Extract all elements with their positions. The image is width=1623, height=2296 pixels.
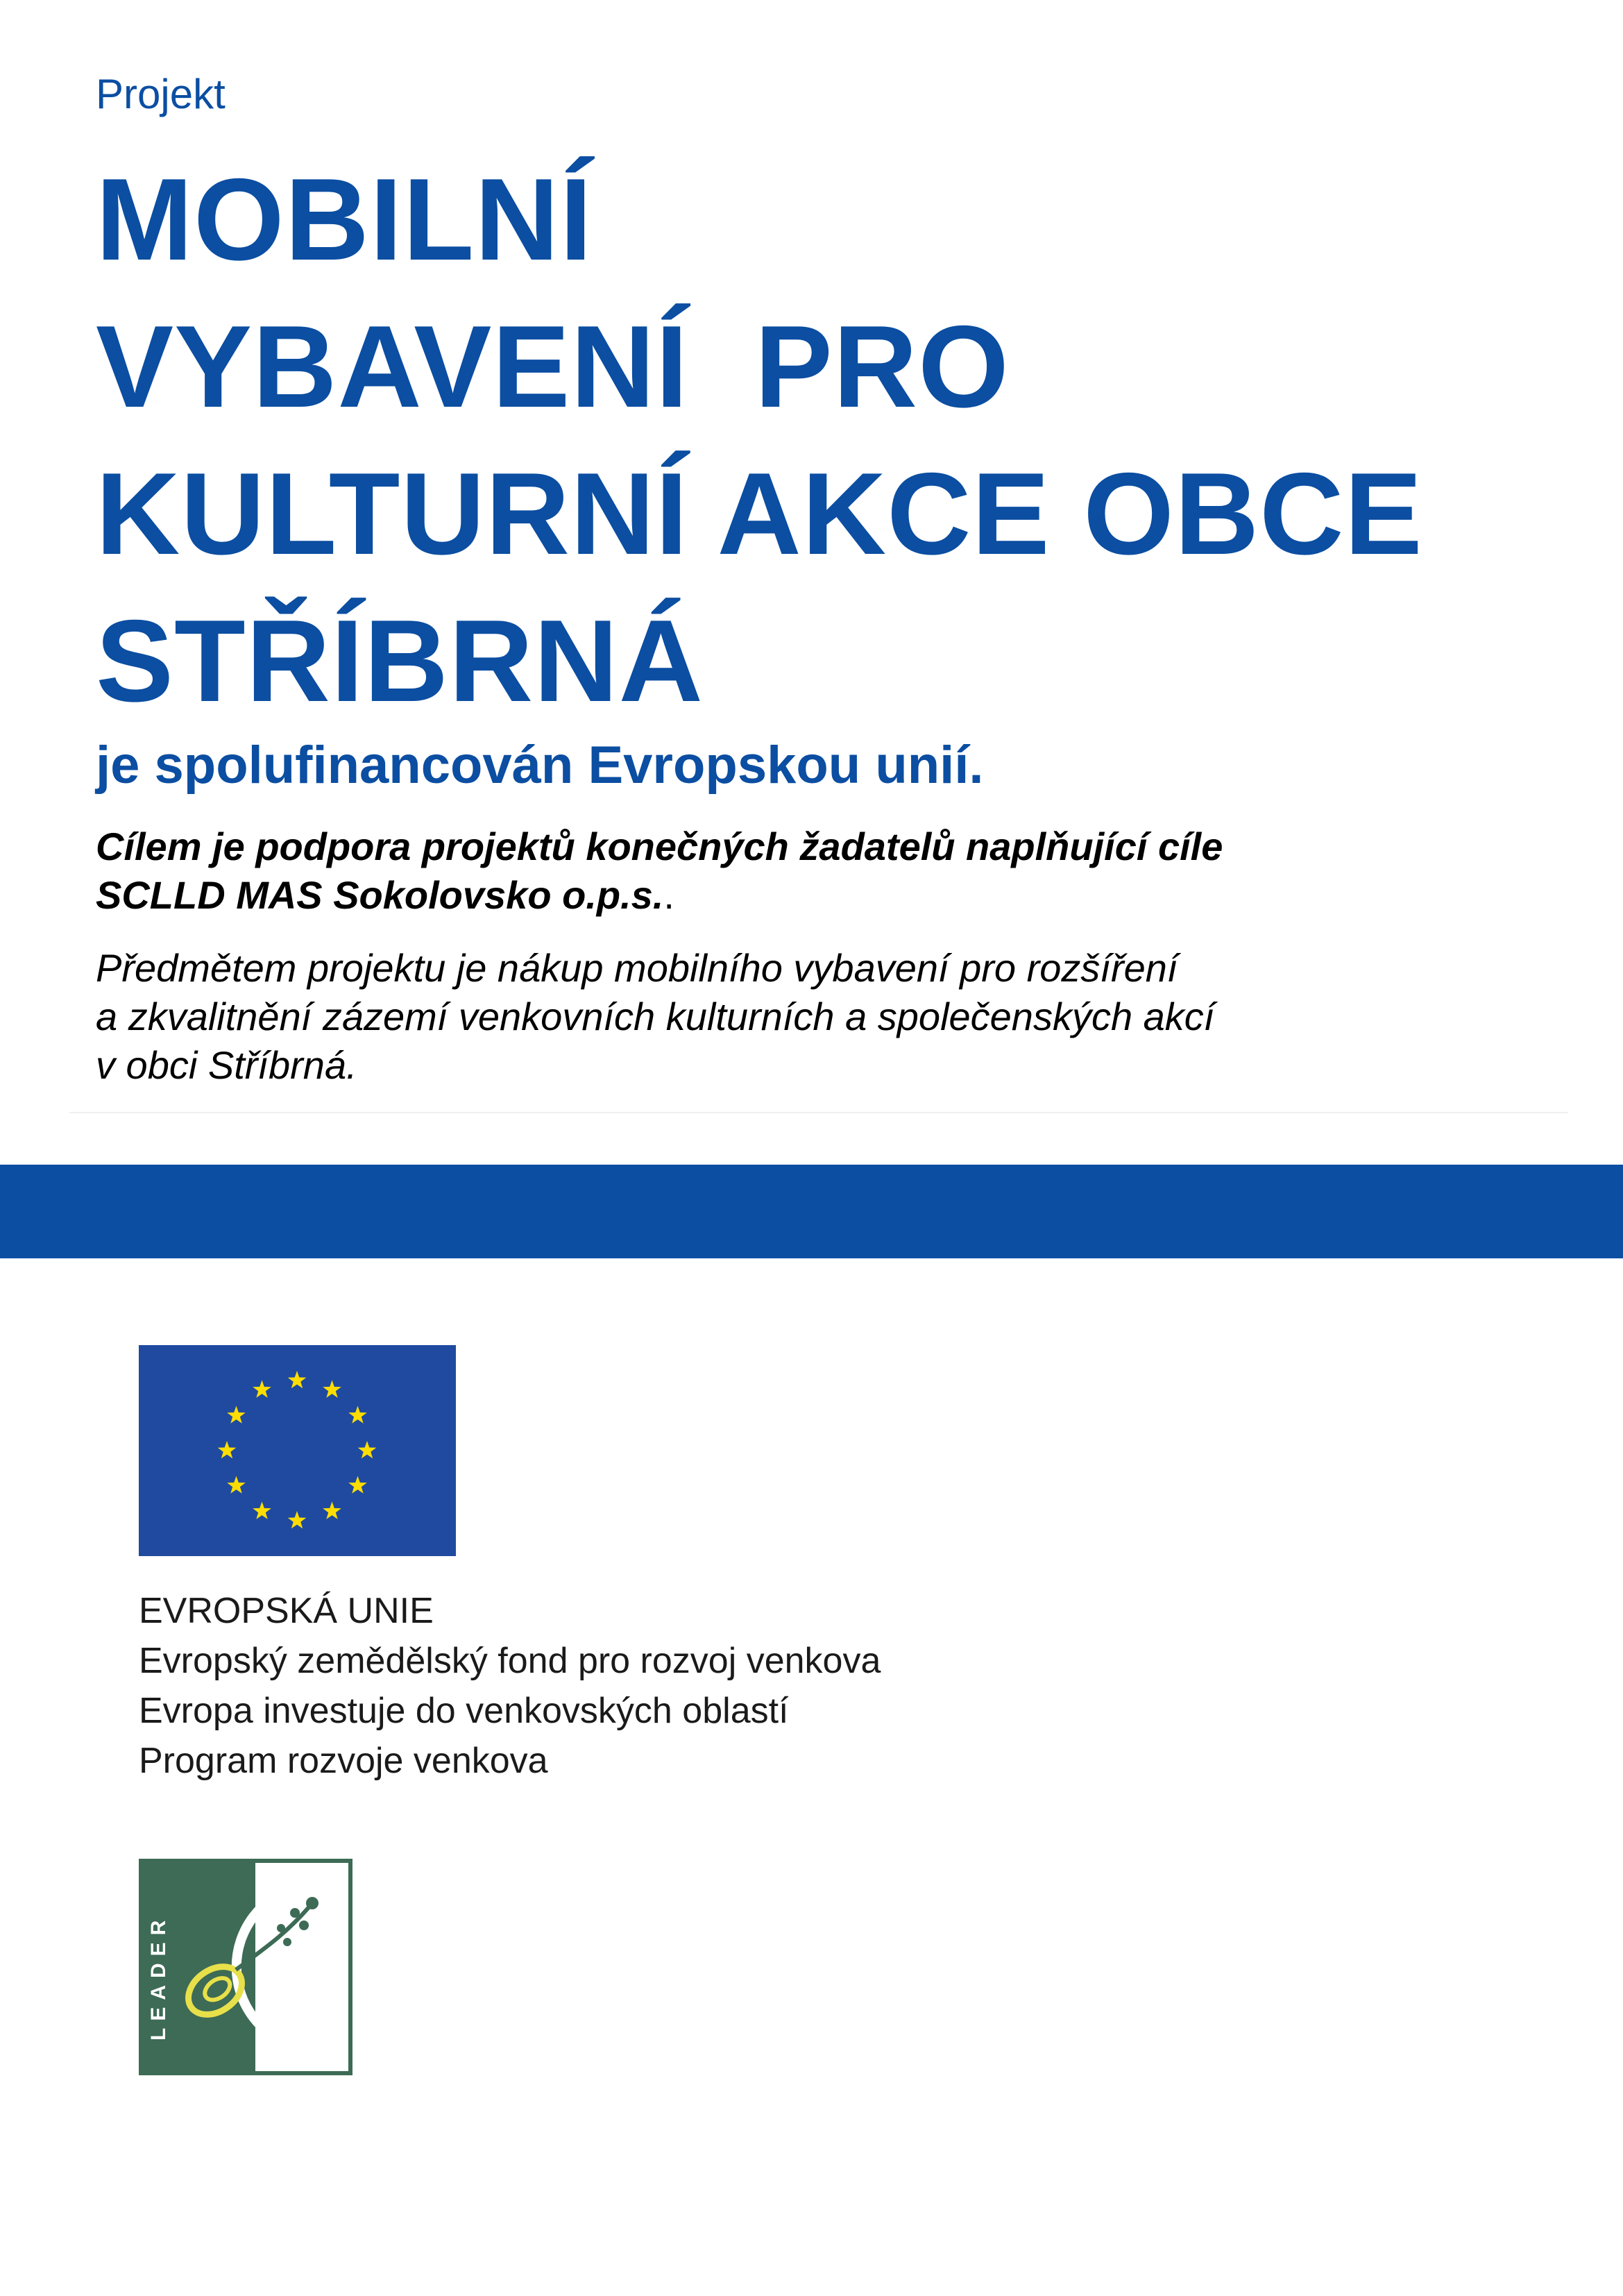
- project-description: [96, 944, 1214, 1090]
- leader-logo-icon: [139, 1859, 352, 2075]
- eu-funding-text: [139, 1586, 881, 1786]
- eu-star-icon: [288, 1371, 307, 1388]
- title-line: STŘÍBRNÁ: [96, 596, 704, 726]
- eu-text-line: Evropa investuje do venkovských oblastí: [139, 1691, 789, 1731]
- blue-band: [0, 1165, 1623, 1258]
- goal-trailing-period: .: [663, 873, 674, 917]
- goal-line: [96, 871, 1223, 920]
- goal-organization: SCLLD MAS Sokolovsko o.p.s.: [96, 873, 664, 917]
- divider-line: [69, 1112, 1568, 1113]
- eu-flag-icon: [139, 1345, 456, 1556]
- eu-star-icon: [323, 1502, 341, 1519]
- title-line: MOBILNÍ: [96, 154, 593, 285]
- eu-star-icon: [323, 1381, 341, 1398]
- project-title: [96, 146, 1423, 734]
- project-goal: [96, 822, 1223, 920]
- eu-star-icon: [288, 1511, 307, 1528]
- eu-text-line: EVROPSKÁ UNIE: [139, 1591, 434, 1631]
- title-line: VYBAVENÍ PRO: [96, 301, 1010, 432]
- leader-logo-text: LEADER: [147, 1913, 170, 2041]
- eu-text-line: Program rozvoje venkova: [139, 1741, 548, 1781]
- eu-star-icon: [227, 1476, 246, 1494]
- project-label: Projekt: [96, 71, 226, 117]
- eu-star-icon: [253, 1502, 271, 1519]
- eu-text-line: Evropský zemědělský fond pro rozvoj venkova: [139, 1641, 881, 1681]
- cofinancing-statement: je spolufinancován Evropskou unií.: [96, 736, 984, 795]
- eu-star-icon: [348, 1476, 367, 1494]
- description-line: v obci Stříbrná.: [96, 1043, 357, 1087]
- goal-line: Cílem je podpora projektů konečných žadatelů naplňující cíle: [96, 825, 1223, 868]
- title-line: KULTURNÍ AKCE OBCE: [96, 448, 1423, 579]
- eu-star-icon: [227, 1406, 246, 1424]
- description-line: a zkvalitnění zázemí venkovních kulturních a společenských akcí: [96, 995, 1215, 1038]
- description-line: Předmětem projektu je nákup mobilního vybavení pro rozšíření: [96, 946, 1178, 990]
- eu-star-icon: [348, 1406, 367, 1424]
- eu-star-icon: [253, 1381, 271, 1398]
- eu-star-icon: [218, 1441, 237, 1458]
- eu-star-icon: [358, 1441, 377, 1458]
